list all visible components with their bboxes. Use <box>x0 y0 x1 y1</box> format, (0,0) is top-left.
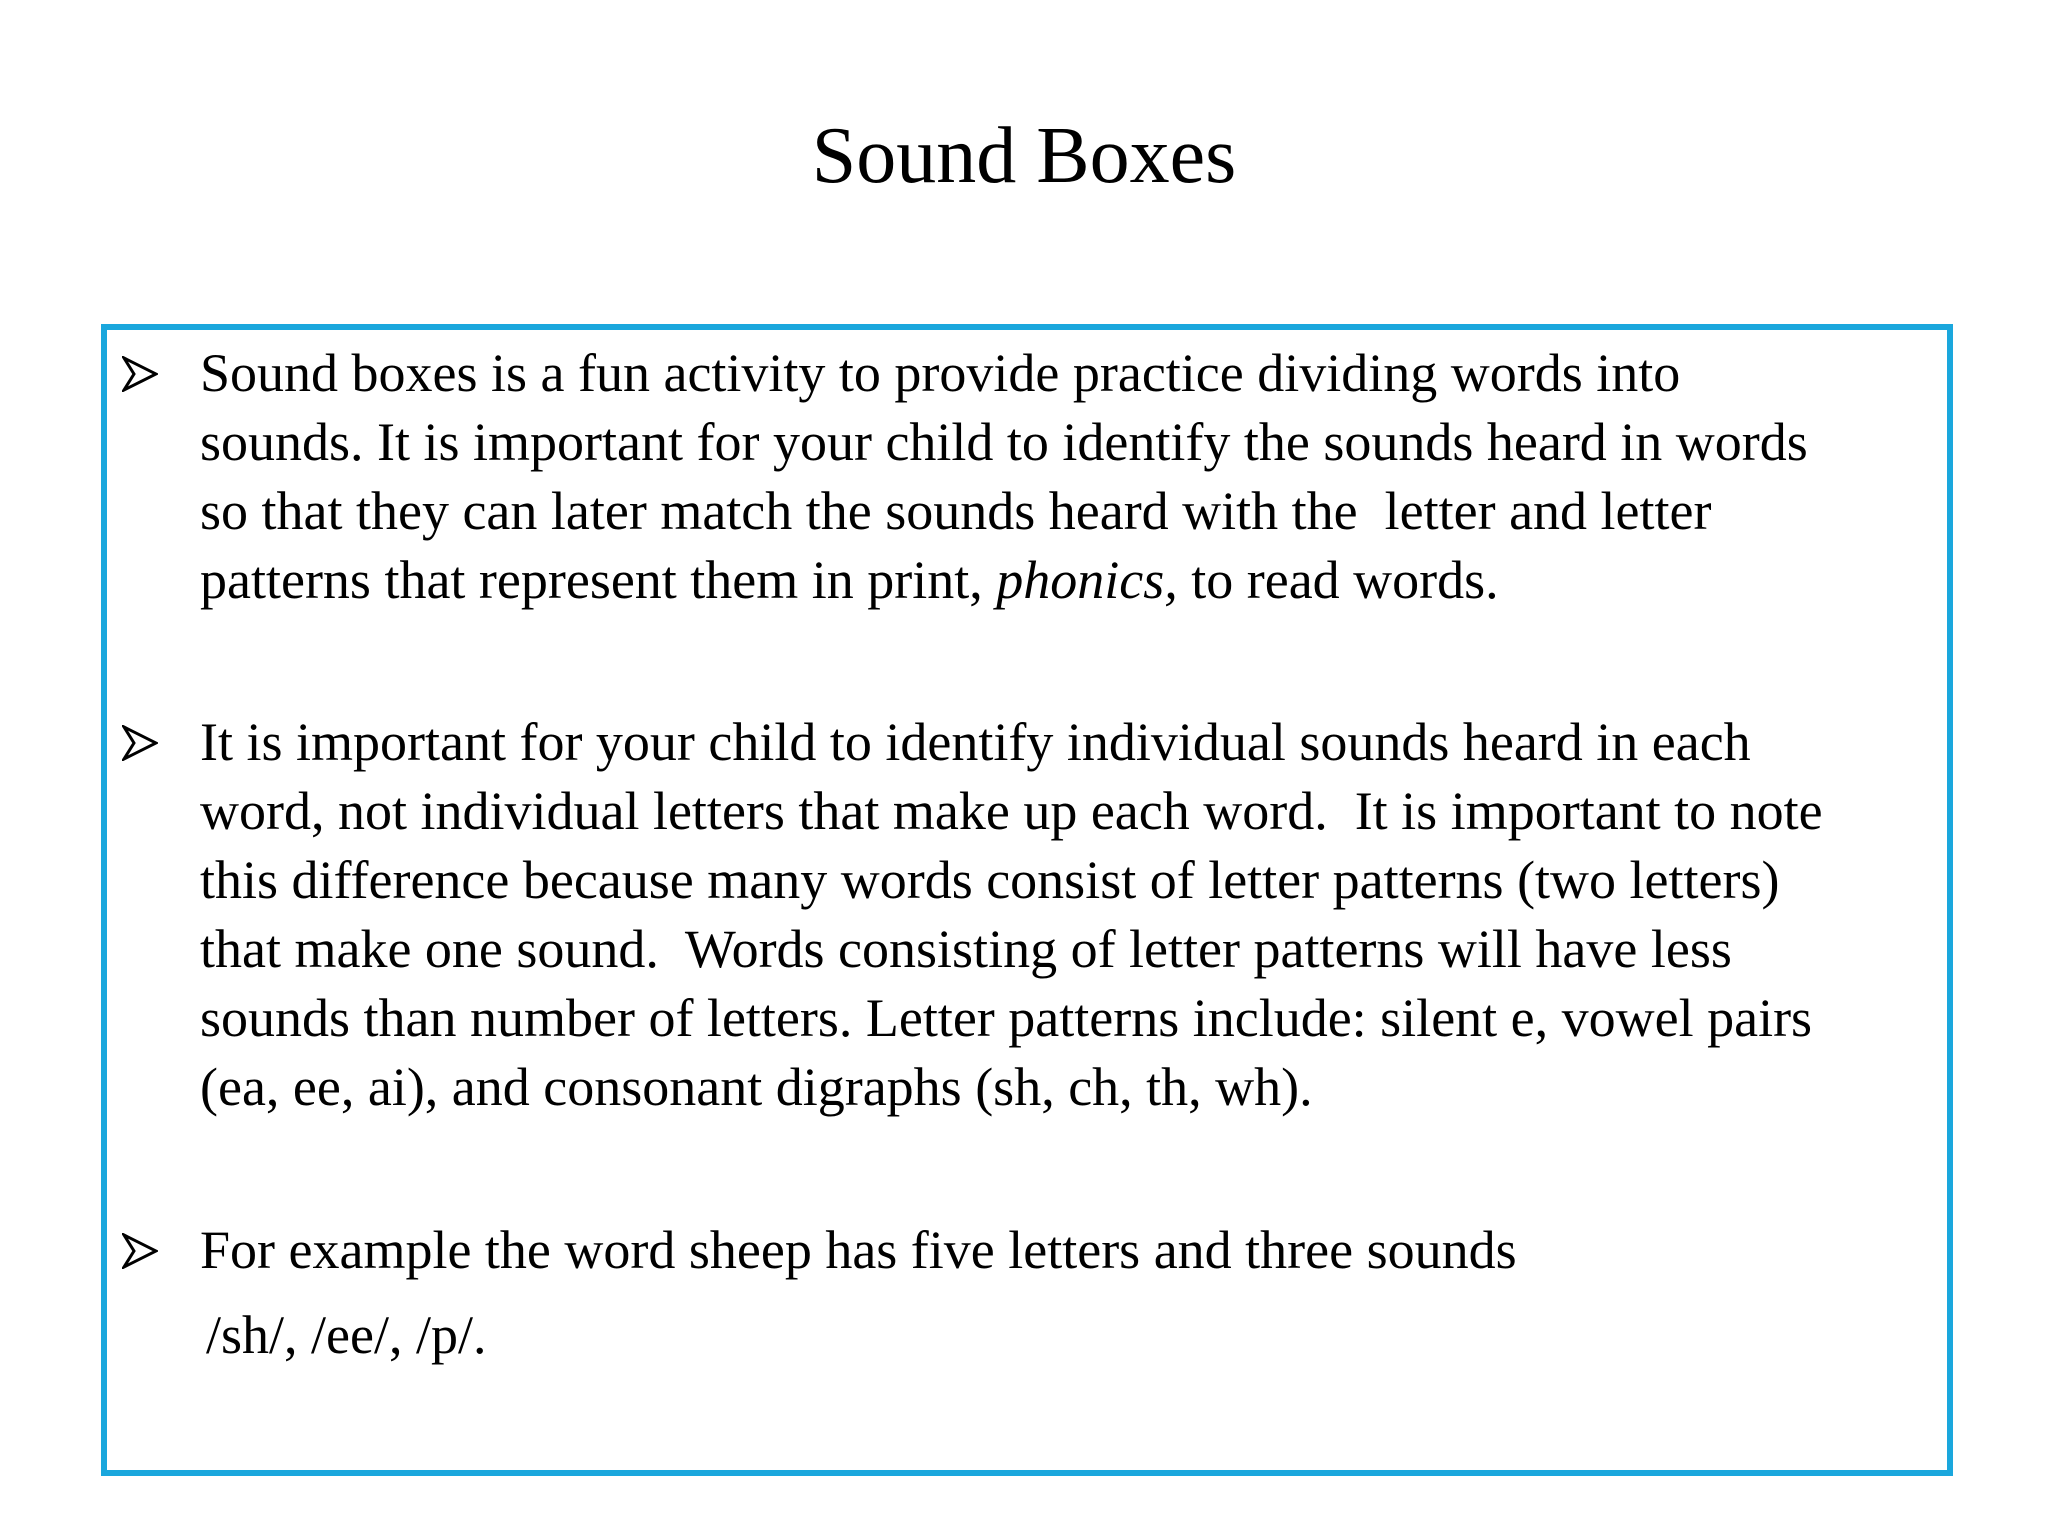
bullet-1-line-3: so that they can later match the sounds heard with the letter and letter <box>200 481 1712 541</box>
bullet-2-line-6: (ea, ee, ai), and consonant digraphs (sh, ch, th, wh). <box>200 1057 1313 1117</box>
sound-examples: /sh/, /ee/, /p/. <box>206 1305 487 1365</box>
arrowhead-bullet-icon <box>122 725 158 761</box>
bullet-2-line-5: sounds than number of letters. Letter patterns include: silent e, vowel pairs <box>200 988 1813 1048</box>
bullet-1-line-4-end: to read words. <box>1177 550 1499 610</box>
bullet-1-text <box>200 339 1940 615</box>
bullet-2-line-4: that make one sound. Words consisting of letter patterns will have less <box>200 919 1732 979</box>
bullet-3-line-1: For example the word sheep has five letters and three sounds <box>200 1220 1517 1280</box>
bullet-2-line-1: It is important for your child to identify individual sounds heard in each <box>200 712 1751 772</box>
bullet-2-text <box>200 708 1940 1122</box>
bullet-1-line-4 <box>200 546 1940 615</box>
bullet-3-text <box>200 1216 1940 1285</box>
bullet-1-line-4-start: patterns that represent them in print, <box>200 550 997 610</box>
arrowhead-bullet-icon <box>122 356 158 392</box>
phonics-term: phonics, <box>996 550 1178 610</box>
bullet-2-line-2: word, not individual letters that make up each word. It is important to note <box>200 781 1823 841</box>
bullet-1-line-2: sounds. It is important for your child to identify the sounds heard in words <box>200 412 1808 472</box>
bullet-1-line-1: Sound boxes is a fun activity to provide practice dividing words into <box>200 343 1681 403</box>
arrowhead-bullet-icon <box>122 1233 158 1269</box>
slide-title: Sound Boxes <box>811 112 1237 200</box>
bullet-2-line-3: this difference because many words consist of letter patterns (two letters) <box>200 850 1780 910</box>
